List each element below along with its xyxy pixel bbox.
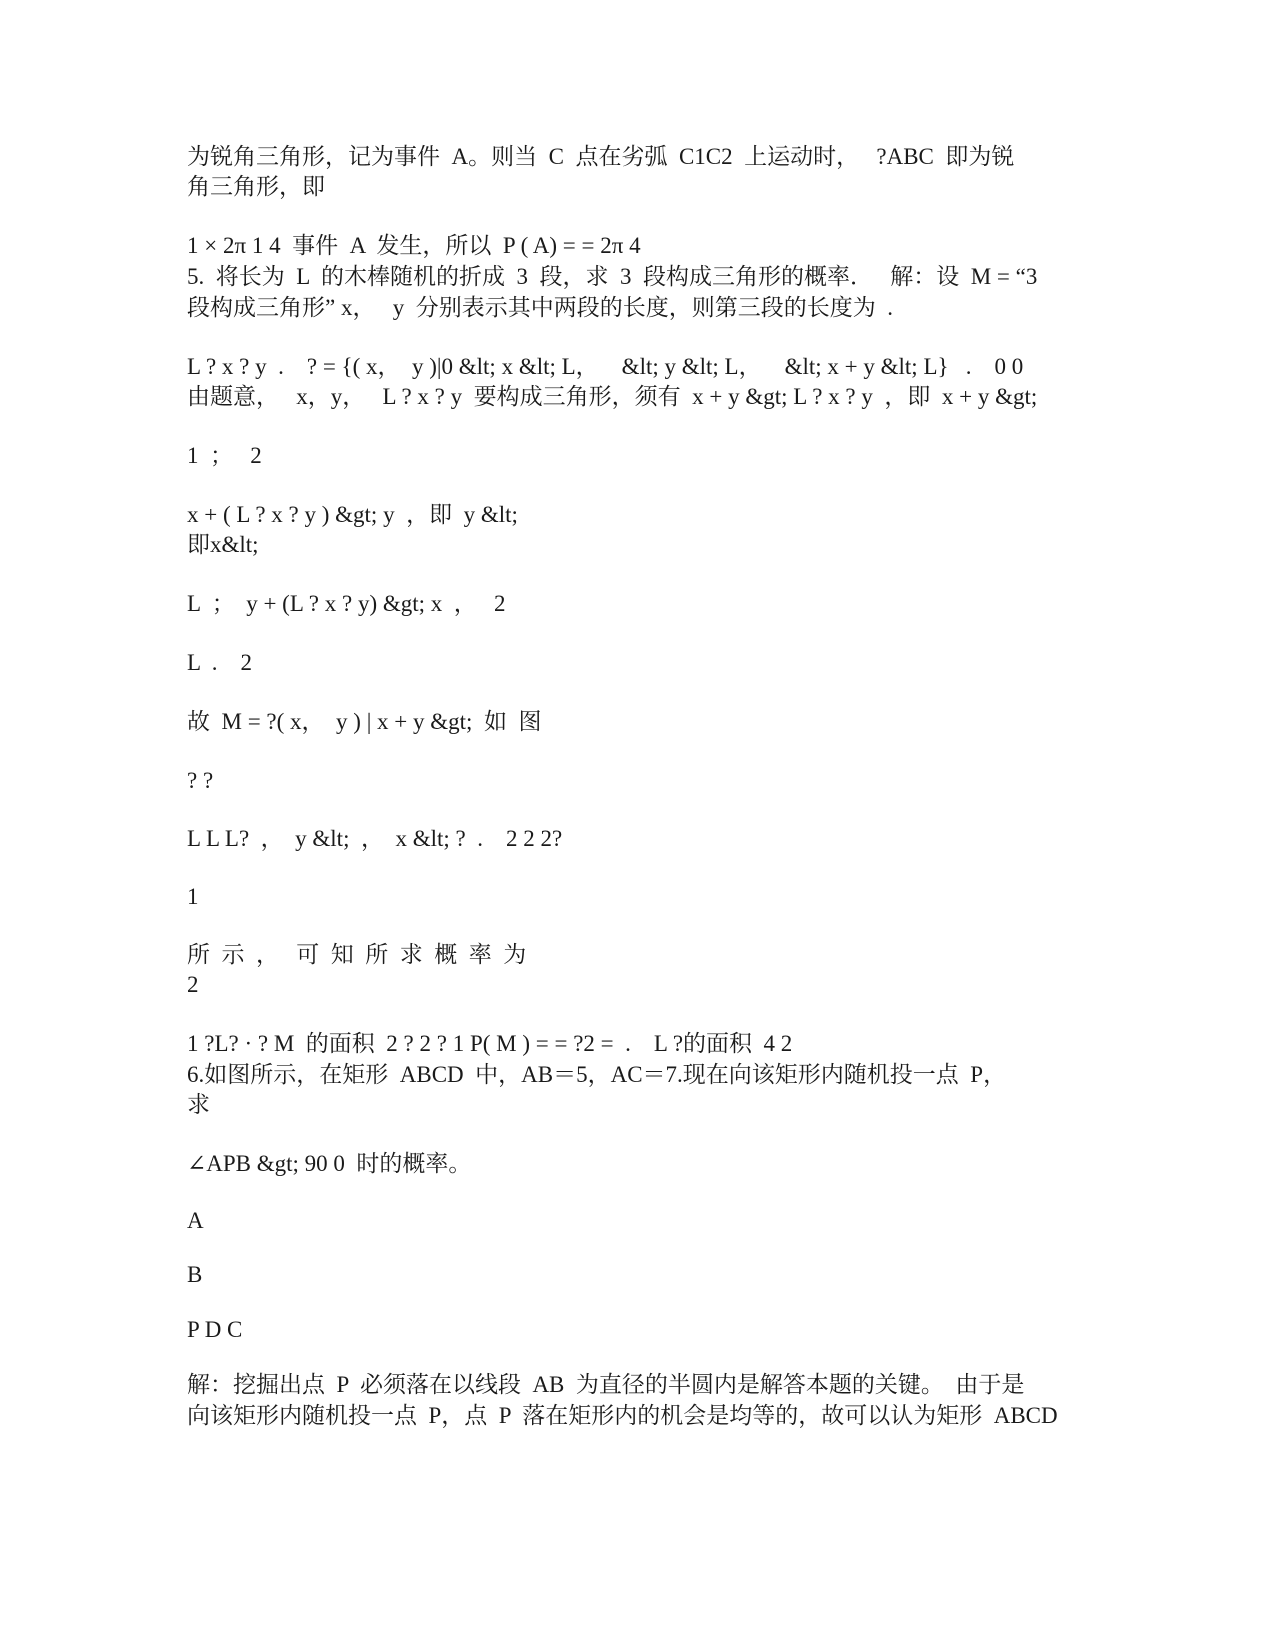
figure-label-b: B: [187, 1262, 203, 1287]
text-line: 为锐角三角形，记为事件 A。则当 C 点在劣弧 C1C2 上运动时， ?ABC 即为锐: [187, 144, 1015, 169]
text-line: x + ( L ? x ? y ) &gt; y ，即 y &lt;: [187, 502, 518, 527]
text-line: 所 示 ， 可 知 所 求 概 率 为: [187, 942, 527, 967]
text-line: 6.如图所示，在矩形 ABCD 中，AB＝5，AC＝7.现在向该矩形内随机投一点 P，: [187, 1062, 1007, 1087]
figure-label-a: A: [187, 1208, 204, 1233]
text-line: ∠APB &gt; 90 0 时的概率。: [187, 1151, 472, 1176]
text-line: 段构成三角形” x， y 分别表示其中两段的长度，则第三段的长度为 .: [187, 295, 893, 320]
text-line: 1 ?L? · ? M 的面积 2 ? 2 ? 1 P( M ) = = ?2 = . L ?的面积 4 2: [187, 1031, 793, 1056]
text-line: 2: [187, 972, 199, 997]
text-line: L L L? ， y &lt; ， x &lt; ? . 2 2 2?: [187, 826, 563, 851]
text-line: 5. 将长为 L 的木棒随机的折成 3 段，求 3 段构成三角形的概率． 解：设 M = “3: [187, 264, 1038, 289]
text-line: 1 × 2π 1 4 事件 A 发生，所以 P ( A) = = 2π 4: [187, 233, 641, 258]
text-line: 即x&lt;: [187, 532, 259, 557]
text-line: L ； y + (L ? x ? y) &gt; x ， 2: [187, 591, 506, 616]
text-line: 由题意， x，y， L ? x ? y 要构成三角形，须有 x + y &gt; L ? x ? y ，即 x + y &gt;: [187, 384, 1038, 409]
text-line: 向该矩形内随机投一点 P，点 P 落在矩形内的机会是均等的，故可以认为矩形 ABCD: [187, 1403, 1058, 1428]
text-line: ? ?: [187, 768, 214, 793]
text-line: 解：挖掘出点 P 必须落在以线段 AB 为直径的半圆内是解答本题的关键。 由于是: [187, 1372, 1025, 1397]
text-line: L ? x ? y . ? = {( x， y )|0 &lt; x &lt; L， &lt; y &lt; L， &lt; x + y &lt; L} . 0 0: [187, 354, 1024, 379]
text-line: L . 2: [187, 650, 252, 675]
text-line: 求: [187, 1092, 210, 1117]
text-line: 1: [187, 884, 199, 909]
figure-label-pdc: P D C: [187, 1317, 243, 1342]
text-line: 1 ； 2: [187, 443, 262, 468]
text-line: 故 M = ?( x， y ) | x + y &gt; 如 图: [187, 709, 542, 734]
text-line: 角三角形，即: [187, 174, 325, 199]
